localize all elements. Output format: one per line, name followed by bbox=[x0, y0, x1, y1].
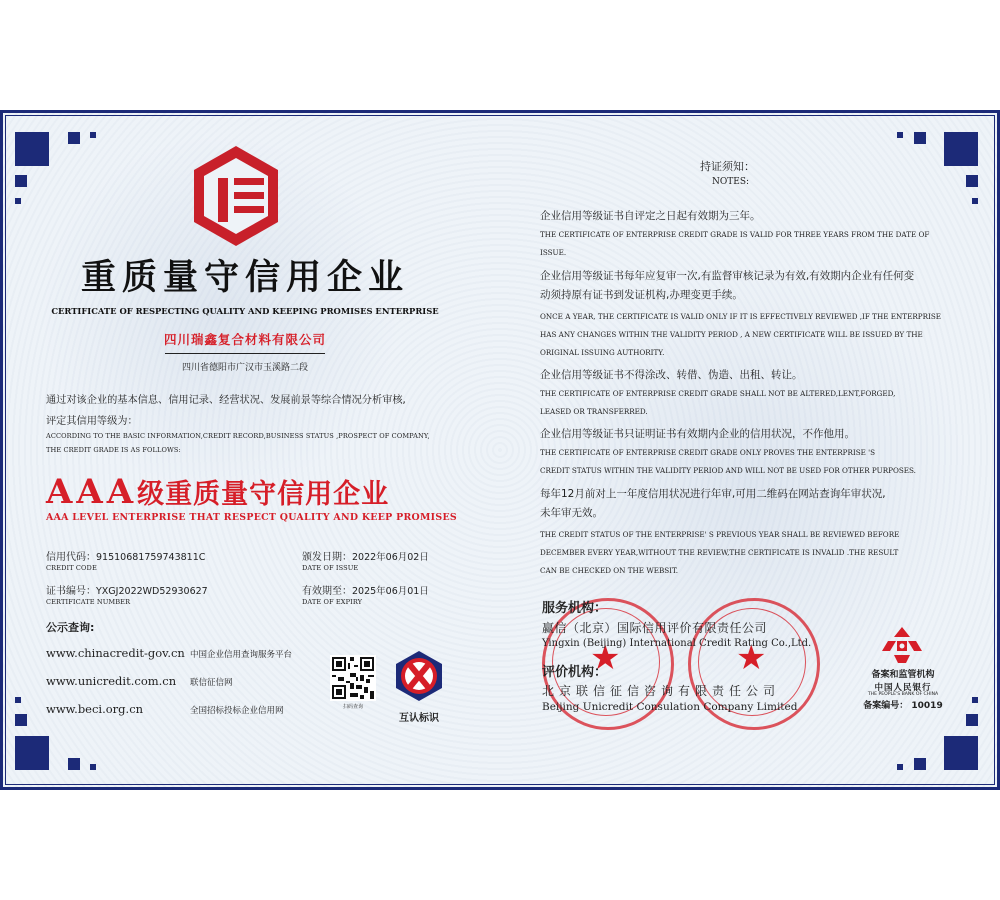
note-text-en: DECEMBER EVERY YEAR,WITHOUT THE REVIEW,THE CERTIFICATE IS INVALID .THE RESULT bbox=[540, 548, 899, 557]
evaluator-org-name-cn: 北京联信征信咨询有限责任公司 bbox=[542, 684, 781, 698]
notes-title-cn: 持证须知： bbox=[700, 160, 755, 173]
query-site-url[interactable]: www.chinacredit-gov.cn bbox=[46, 646, 185, 660]
query-site-desc: 全国招标投标企业信用网 bbox=[190, 706, 284, 716]
credit-code-en: CREDIT CODE bbox=[46, 564, 97, 572]
expiry-date-value: 2025年06月01日 bbox=[352, 586, 429, 597]
note-text-cn: 企业信用等级证书自评定之日起有效期为三年。 bbox=[540, 210, 761, 222]
note-text-en: THE CERTIFICATE OF ENTERPRISE CREDIT GRADE ONLY PROVES THE ENTERPRISE 'S bbox=[540, 448, 876, 457]
note-text-cn: 未年审无效。 bbox=[540, 507, 603, 519]
note-text-en: THE CERTIFICATE OF ENTERPRISE CREDIT GRADE SHALL NOT BE ALTERED,LENT,FORGED, bbox=[540, 389, 896, 398]
query-site-desc: 中国企业信用查询服务平台 bbox=[190, 650, 293, 660]
note-text-cn: 企业信用等级证书不得涂改、转借、伪造、出租、转让。 bbox=[540, 369, 803, 381]
note-text-en: LEASED OR TRANSFERRED. bbox=[540, 407, 648, 416]
note-text-cn: 企业信用等级证书每年应复审一次,有监督审核记录为有效,有效期内企业有任何变 bbox=[540, 270, 915, 282]
pboc-logo-icon bbox=[880, 625, 924, 665]
note-text-cn: 企业信用等级证书只证明证书有效期内企业的信用状况，不作他用。 bbox=[540, 428, 855, 440]
evaluator-org-name-en: Beijing Unicredit Consulation Company Limited bbox=[542, 701, 798, 713]
credit-code-label: 信用代码： bbox=[46, 552, 96, 563]
certificate-title-en: CERTIFICATE OF RESPECTING QUALITY AND KEEPING PROMISES ENTERPRISE bbox=[51, 306, 439, 316]
note-item bbox=[540, 208, 960, 262]
expiry-date-en: DATE OF EXPIRY bbox=[302, 598, 363, 606]
expiry-date-label: 有效期至： bbox=[302, 586, 352, 597]
grade-letters: AAA bbox=[46, 472, 138, 512]
query-site-desc: 联信征信网 bbox=[190, 678, 233, 688]
cert-number-value: YXGJ2022WD52930627 bbox=[96, 586, 208, 597]
note-text-en: HAS ANY CHANGES WITHIN THE VALIDITY PERIOD , A NEW CERTIFICATE WILL BE ISSUED BY THE bbox=[540, 330, 923, 339]
pboc-label: 备案和监管机构 bbox=[871, 670, 935, 680]
assessment-text-cn-1: 通过对该企业的基本信息、信用记录、经营状况、发展前景等综合情况分析审核, bbox=[46, 395, 406, 406]
pboc-bank-name-cn: 中国人民银行 bbox=[874, 683, 932, 693]
note-text-en: ONCE A YEAR, THE CERTIFICATE IS VALID ONLY IF IT IS EFFECTIVELY REVIEWED ,IF THE ENTERPRISE bbox=[540, 312, 941, 321]
mutual-recognition-logo-icon bbox=[394, 650, 444, 702]
note-item bbox=[540, 485, 960, 580]
service-org-name-cn: 赢信（北京）国际信用评价有限责任公司 bbox=[542, 621, 768, 635]
qr-code-caption: 扫码查询 bbox=[342, 704, 363, 710]
qr-code-icon[interactable] bbox=[330, 655, 376, 701]
query-site-url[interactable]: www.unicredit.com.cn bbox=[46, 674, 177, 688]
note-text-en: ORIGINAL ISSUING AUTHORITY. bbox=[540, 348, 665, 357]
cert-number-en: CERTIFICATE NUMBER bbox=[46, 598, 131, 606]
notes-title-en: NOTES: bbox=[712, 177, 750, 187]
note-item bbox=[540, 267, 960, 362]
service-org-label: 服务机构： bbox=[542, 601, 608, 616]
assessment-text-en-2: THE CREDIT GRADE IS AS FOLLOWS: bbox=[46, 446, 181, 454]
mutual-recognition-label: 互认标识 bbox=[399, 713, 439, 724]
company-address: 四川省德阳市广汉市玉溪路二段 bbox=[181, 363, 308, 373]
issue-date-label: 颁发日期： bbox=[302, 552, 352, 563]
query-site-url[interactable]: www.beci.org.cn bbox=[46, 702, 144, 716]
public-query-label: 公示查询: bbox=[46, 621, 95, 634]
assessment-text-cn-2: 评定其信用等级为： bbox=[46, 416, 138, 427]
company-name: 四川瑞鑫复合材料有限公司 bbox=[163, 332, 326, 347]
cert-number-label: 证书编号： bbox=[46, 586, 96, 597]
note-item bbox=[540, 367, 960, 421]
pboc-record-number: 备案编号： 10019 bbox=[863, 701, 943, 711]
pboc-bank-name-en: THE PEOPLE'S BANK OF CHINA bbox=[867, 692, 939, 697]
certificate-title-cn: 重质量守信用企业 bbox=[80, 258, 409, 298]
grade-text-en: AAA LEVEL ENTERPRISE THAT RESPECT QUALITY AND KEEP PROMISES bbox=[46, 512, 457, 523]
note-text-en: ISSUE. bbox=[540, 248, 567, 257]
issue-date-value: 2022年06月02日 bbox=[352, 552, 429, 563]
cert-number-field bbox=[46, 579, 208, 606]
issue-date-field bbox=[302, 545, 429, 572]
note-text-cn: 动须持原有证书到发证机构,办理变更手续。 bbox=[540, 289, 743, 301]
expiry-date-field bbox=[302, 579, 429, 606]
credit-code-field bbox=[46, 545, 205, 572]
issue-date-en: DATE OF ISSUE bbox=[302, 564, 359, 572]
note-text-en: THE CERTIFICATE OF ENTERPRISE CREDIT GRADE IS VALID FOR THREE YEARS FROM THE DATE OF bbox=[540, 230, 930, 239]
evaluator-org-label: 评价机构： bbox=[542, 665, 608, 680]
note-text-en: CAN BE CHECKED ON THE WEBSIT. bbox=[540, 566, 679, 575]
notes-list bbox=[540, 208, 960, 580]
grade-text-cn: 级重质量守信用企业 bbox=[137, 479, 390, 510]
credit-logo-icon bbox=[188, 142, 284, 250]
credit-code-value: 91510681759743811C bbox=[96, 552, 206, 563]
note-text-cn: 每年12月前对上一年度信用状况进行年审,可用二维码在网站查询年审状况, bbox=[540, 488, 886, 500]
note-text-en: CREDIT STATUS WITHIN THE VALIDITY PERIOD AND WILL NOT BE USED FOR OTHER PURPOSES. bbox=[540, 466, 916, 475]
assessment-text-en-1: ACCORDING TO THE BASIC INFORMATION,CREDIT RECORD,BUSINESS STATUS ,PROSPECT OF COMPANY, bbox=[46, 432, 430, 440]
note-item bbox=[540, 426, 960, 480]
note-text-en: THE CREDIT STATUS OF THE ENTERPRISE' S PREVIOUS YEAR SHALL BE REVIEWED BEFORE bbox=[540, 530, 900, 539]
service-org-name-en: Yingxin (Beijing) International Credit Rating Co.,Ltd. bbox=[542, 638, 812, 649]
